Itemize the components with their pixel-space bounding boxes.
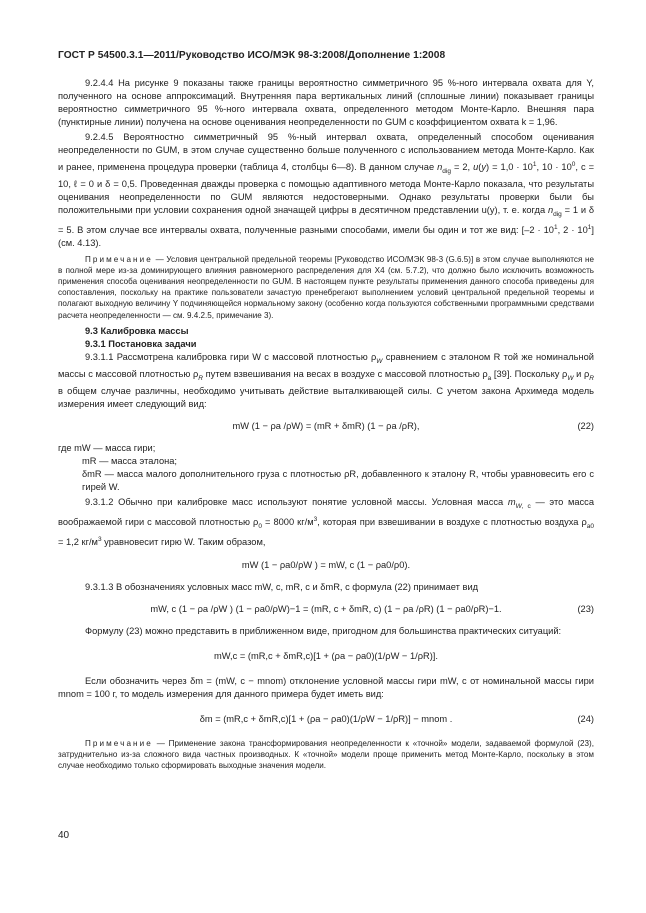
equation-22 <box>58 420 594 433</box>
equation-22-body: mW (1 − ρa /ρW) = (mR + δmR) (1 − ρa /ρR), <box>232 420 420 431</box>
definition-dmr: δmR — масса малого дополнительного груза с плотностью ρR, добавленного к эталону R, чтобы уравновесить его с гирей W. <box>82 469 594 493</box>
heading-9-3-1: 9.3.1 Постановка задачи <box>85 338 197 349</box>
paragraph-deviation: Если обозначить через δm = (mW, c − mnom) отклонение условной массы гири mW, c от номинальной массы гири mnom = 100 г, то модель измерения для данного примера будет иметь вид: <box>58 676 594 700</box>
equation-24 <box>58 713 594 726</box>
definitions-list <box>58 442 594 494</box>
paragraph-9-3-1-3: 9.3.1.3 В обозначениях условных масс mW, c, mR, c и δmR, c формула (22) принимает вид <box>85 581 479 592</box>
equation-23 <box>58 603 594 616</box>
note-1: Примечание — Условия центральной предельной теоремы [Руководство ИСО/МЭК 98-3 (G.6.5)] в этом случае выполняются не в полной мере из-за доминирующего влияния равномерного распределения для X4 (см. 5.7.2), что должно было исключить возможность применения способа оценивания неопределенности по GUM. В настоящем пункте результаты применения данного способа приведены для сопоставления, поскольку на практике пользователи зачастую пренебрегают выполнением условий центральной предельной теоремы и полагают выходную величину Y подчиняющейся нормальному закону (особенно когда пользуются собственными программными средствами расчета неопределенности — см. 9.4.2.5, примечание 3). <box>58 255 595 320</box>
paragraph-9-2-4-4: 9.2.4.4 На рисунке 9 показаны также границы вероятностно симметричного 95 %-ного интервала охвата для Y, полученного на основе аппроксимаций. Внутренняя пара вертикальных линий (сплошные линии) показывает границы вероятностно симметричного 95 %-ного интервала охвата, определенного методом Монте-Карло. Внешняя пара (пунктирные линии) получена на основе оценивания неопределенности по GUM с коэффициентом охвата k = 1,96. <box>58 78 594 128</box>
equation-24-body: δm = (mR,c + δmR,c)[1 + (ρa − ρa0)(1/ρW − 1/ρR)] − mnom . <box>199 714 453 725</box>
paragraph-9-2-4-5: 9.2.4.5 Вероятностно симметричный 95 %-ный интервал охвата, определенный способом оценивания неопределенности по GUM, в этом случае существенно больше полученного с использованием метода Монте-Карло. Как и ранее, применена процедура проверки (таблица 4, столбцы 6—8). В данном случае $n_{dig} = 2$, $u(y) = 1,0 \cdot 10^1$, $10 \cdot 10^0$, c = 10, ℓ = 0 и δ = 0,5. Проведенная дважды проверка с помощью адаптивного метода Монте-Карло показала, что результаты оценивания неопределенности по GUM являются недостоверными. Однако результаты проверки были бы положительными при условии сохранения одной значащей цифры в десятичном представлении u(y), т. е. когда $n_{dig} = 1$ и δ = 5. В этом случае все интервалы охвата, полученные разными способами, имели бы один и тот же вид: [$-2 \cdot 10^1$, $2 \cdot 10^1$] (см. 4.13). <box>58 132 594 248</box>
definition-mr: mR — масса эталона; <box>82 456 178 467</box>
paragraph-9-3-1-2: 9.3.1.2 Обычно при калибровке масс используют понятие условной массы. Условная масса $m_{W, c}$ — это масса воображаемой гири с массовой плотностью $\rho_0 = 8000$ $кг/м^3$, которая при взвешивании в воздухе с плотностью воздуха $\rho_{a0} = 1,2$ $кг/м^3$ уравновесит гирю W. Таким образом, <box>58 497 594 548</box>
equation-22-number: (22) <box>577 420 594 431</box>
page-number: 40 <box>58 830 70 841</box>
equation-23-number: (23) <box>577 603 594 614</box>
equation-23-body: mW, c (1 − ρa /ρW ) (1 − ρa0/ρW)−1 = (mR, c + δmR, c) (1 − ρa /ρR) (1 − ρa0/ρR)−1. <box>150 603 502 614</box>
paragraph-approximation: Формулу (23) можно представить в приближенном виде, пригодном для большинства практических ситуаций: <box>85 625 562 636</box>
equation-conventional-mass: mW (1 − ρa0/ρW ) = mW, c (1 − ρa0/ρ0). <box>241 559 411 570</box>
page-header: ГОСТ Р 54500.3.1—2011/Руководство ИСО/МЭК 98-3:2008/Дополнение 1:2008 <box>58 50 446 61</box>
equation-approximate: mW,c = (mR,c + δmR,c)[1 + (ρa − ρa0)(1/ρW − 1/ρR)]. <box>214 650 438 661</box>
note-2: Примечание — Применение закона трансформирования неопределенности к «точной» модели, задаваемой формулой (23), затруднительно из-за сложного вида частных производных. К «точной» модели проще применить метод Монте-Карло, поскольку в этом случае необходимо только сформировать выходные значения модели. <box>58 739 594 771</box>
page-content <box>58 77 594 776</box>
definition-mw: где mW — масса гири; <box>58 442 156 453</box>
heading-9-3: 9.3 Калибровка массы <box>85 325 189 336</box>
paragraph-9-3-1-1: 9.3.1.1 Рассмотрена калибровка гири W с массовой плотностью $\rho_W$ сравнением с эталоном R той же номинальной массы с массовой плотностью $\rho_R$ путем взвешивания на весах в воздухе с массовой плотностью $\rho_a$ [39]. Поскольку $\rho_W$ и $\rho_R$ в общем случае различны, необходимо учитывать действие выталкивающей силы. С учетом закона Архимеда модель измерения имеет следующий вид: <box>58 351 595 409</box>
equation-24-number: (24) <box>577 714 594 725</box>
